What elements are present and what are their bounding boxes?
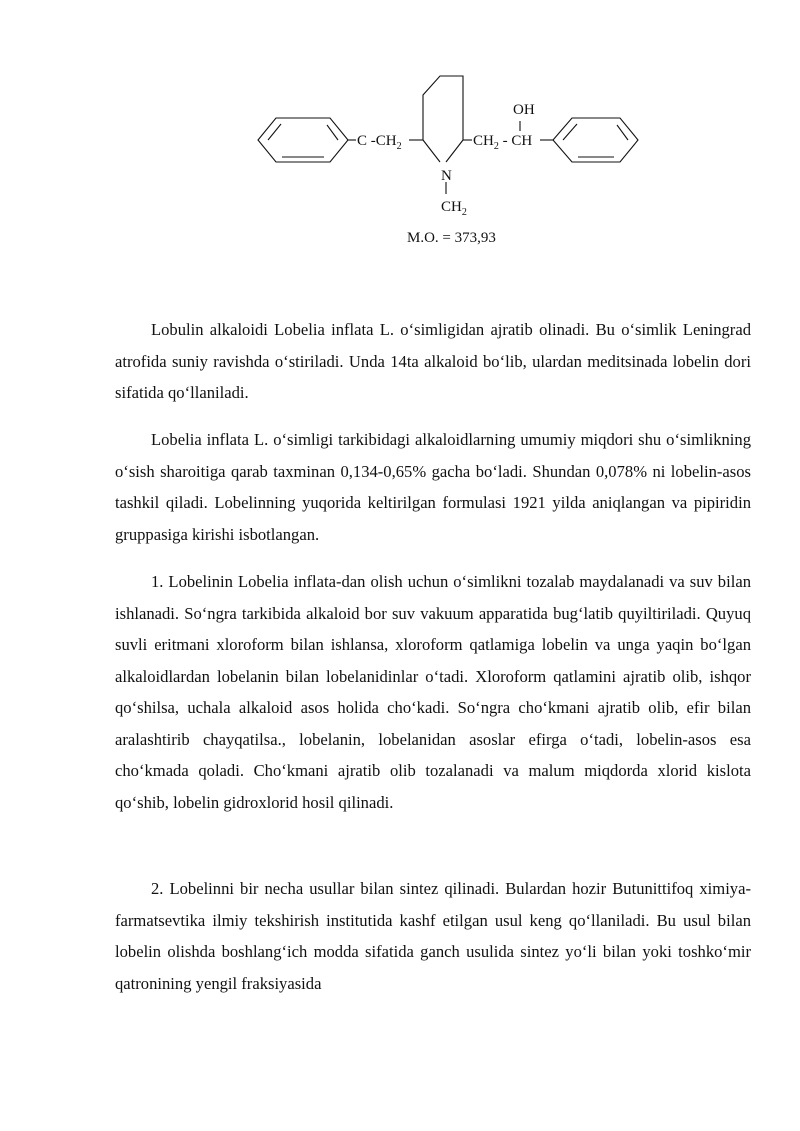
molecular-mass-label: M.O. = 373,93 [407, 230, 496, 246]
right-benzene-ring [553, 118, 638, 162]
paragraph-lobelia-source: Lobulin alkaloidi Lobelia inflata L. o‘simligidan ajratib olinadi. Bu o‘simlik Leningrad atrofida suniy ravishda o‘stiriladi. Unda 14ta alkaloid bo‘lib, ulardan meditsinada lobelin dori sifatida qo‘llaniladi. [115, 320, 751, 402]
n-methyl-label: $CH_2$ [441, 199, 467, 218]
lobelin-structural-formula [0, 0, 800, 260]
right-substituent-label: $CH_2$ - CH [473, 133, 533, 152]
paragraph-alkaloid-content: Lobelia inflata L. o‘simligi tarkibidagi alkaloidlarning umumiy miqdori shu o‘simlikning o‘sish sharoitiga qarab taxminan 0,134-0,65% gacha bo‘ladi. Shundan 0,078% ni lobelin-asos tashkil qiladi. Lobelinning yuqorida keltirilgan formulasi 1921 yilda aniqlangan va pipiridin gruppasiga kirishi isbotlangan. [115, 430, 751, 544]
piperidine-ring [423, 76, 463, 162]
paragraph-synthesis-method: 2. Lobelinni bir necha usullar bilan sintez qilinadi. Bulardan hozir Butunittifoq ximiya-farmatsevtika ilmiy tekshirish institutida kashf etilgan usul keng qo‘llaniladi. Bu usul bilan lobelin olishda boshlang‘ich modda sifatida ganch usulida sintez yo‘li bilan yoki toshko‘mir qatronining yengil fraksiyasida [115, 879, 751, 993]
hydroxyl-label: OH [513, 102, 535, 118]
nitrogen-label: N [441, 168, 452, 184]
left-substituent-label: C $-CH_2$ [357, 133, 402, 152]
left-benzene-ring [258, 118, 348, 162]
paragraph-extraction-method: 1. Lobelinin Lobelia inflata-dan olish uchun o‘simlikni tozalab maydalanadi va suv bilan ishlanadi. So‘ngra tarkibida alkaloid bor suv vakuum apparatida bug‘latib quyiltiriladi. Quyuq suvli eritmani xloroform bilan ishlansa, xloroform qatlamiga lobelin va unga yaqin bo‘lgan alkaloidlardan lobelanin bilan lobelanidinlar o‘tadi. Xloroform qatlamini ajratib olib, ishqor qo‘shilsa, uchala alkaloid asos holida cho‘kadi. So‘ngra cho‘kmani ajratib olib, efir bilan aralashtirib chayqatilsa., lobelanin, lobelanidan asoslar efirga o‘tadi, lobelin-asos esa cho‘kmada qoladi. Cho‘kmani ajratib olib tozalanadi va malum miqdorda xlorid kislota qo‘shib, lobelin gidroxlorid hosil qilinadi. [115, 572, 751, 812]
